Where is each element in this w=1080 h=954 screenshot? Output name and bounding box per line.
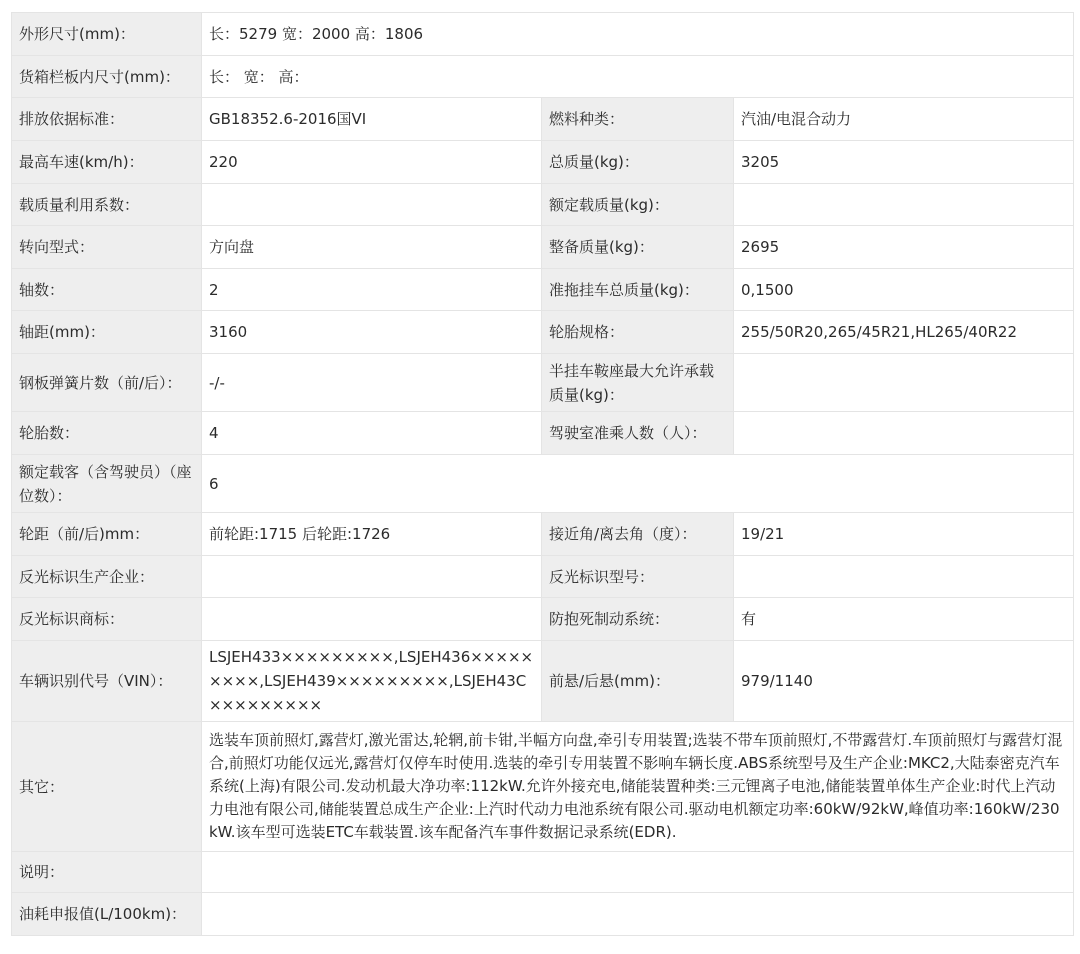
value-saddle-load-mass xyxy=(734,354,1074,412)
table-row xyxy=(12,98,1074,141)
table-row xyxy=(12,641,1074,722)
label-reflector-manufacturer: 反光标识生产企业： xyxy=(12,556,202,598)
label-max-speed: 最高车速(km/h)： xyxy=(12,141,202,184)
label-emission-standard: 排放依据标准： xyxy=(12,98,202,141)
label-fuel-type: 燃料种类： xyxy=(542,98,734,141)
label-gross-mass: 总质量(kg)： xyxy=(542,141,734,184)
label-vin: 车辆识别代号（VIN）： xyxy=(12,641,202,722)
value-emission-standard: GB18352.6-2016国VI xyxy=(202,98,542,141)
value-overhang: 979/1140 xyxy=(734,641,1074,722)
label-other: 其它： xyxy=(12,722,202,852)
label-fuel-consumption: 油耗申报值(L/100km)： xyxy=(12,893,202,936)
label-trailer-mass: 准拖挂车总质量(kg)： xyxy=(542,269,734,311)
label-saddle-load-mass: 半挂车鞍座最大允许承载质量(kg)： xyxy=(542,354,734,412)
label-cargo-box-dimensions: 货箱栏板内尺寸(mm)： xyxy=(12,56,202,98)
label-leaf-spring-count: 钢板弹簧片数（前/后）： xyxy=(12,354,202,412)
label-tire-count: 轮胎数： xyxy=(12,412,202,455)
table-row xyxy=(12,269,1074,311)
table-row xyxy=(12,13,1074,56)
label-overhang: 前悬/后悬(mm)： xyxy=(542,641,734,722)
label-rated-passengers: 额定载客（含驾驶员）（座位数）： xyxy=(12,455,202,513)
label-curb-mass: 整备质量(kg)： xyxy=(542,226,734,269)
label-axle-count: 轴数： xyxy=(12,269,202,311)
table-row xyxy=(12,556,1074,598)
value-rated-load-mass xyxy=(734,184,1074,226)
table-row xyxy=(12,354,1074,412)
value-fuel-type: 汽油/电混合动力 xyxy=(734,98,1074,141)
table-row xyxy=(12,311,1074,354)
value-track-width: 前轮距:1715 后轮距:1726 xyxy=(202,513,542,556)
table-row xyxy=(12,184,1074,226)
value-rated-passengers: 6 xyxy=(202,455,1074,513)
value-reflector-manufacturer xyxy=(202,556,542,598)
table-row xyxy=(12,893,1074,936)
table-row xyxy=(12,852,1074,893)
table-row xyxy=(12,513,1074,556)
value-trailer-mass: 0,1500 xyxy=(734,269,1074,311)
value-cargo-box-dimensions: 长： 宽： 高： xyxy=(202,56,1074,98)
label-reflector-model: 反光标识型号： xyxy=(542,556,734,598)
label-tire-spec: 轮胎规格： xyxy=(542,311,734,354)
table-row xyxy=(12,141,1074,184)
value-other: 选装车顶前照灯,露营灯,激光雷达,轮辋,前卡钳,半幅方向盘,牵引专用装置;选装不带车顶前照灯,不带露营灯.车顶前照灯与露营灯混合,前照灯功能仅远光,露营灯仅停车时使用.选装的牵引专用装置不影响车辆长度.ABS系统型号及生产企业:MKC2,大陆泰密克汽车系统(上海)有限公司.发动机最大净功率:112kW.允许外接充电,储能装置种类:三元锂离子电池,储能装置单体生产企业:时代上汽动力电池有限公司,储能装置总成生产企业:上汽时代动力电池系统有限公司.驱动电机额定功率:60kW/92kW,峰值功率:160kW/230kW.该车型可选装ETC车载装置.该车配备汽车事件数据记录系统(EDR). xyxy=(202,722,1074,852)
value-tire-spec: 255/50R20,265/45R21,HL265/40R22 xyxy=(734,311,1074,354)
label-rated-load-mass: 额定载质量(kg)： xyxy=(542,184,734,226)
table-row xyxy=(12,412,1074,455)
label-track-width: 轮距（前/后)mm： xyxy=(12,513,202,556)
label-abs: 防抱死制动系统： xyxy=(542,598,734,641)
value-steering-type: 方向盘 xyxy=(202,226,542,269)
label-approach-departure-angle: 接近角/离去角（度）： xyxy=(542,513,734,556)
value-approach-departure-angle: 19/21 xyxy=(734,513,1074,556)
label-wheelbase: 轴距(mm)： xyxy=(12,311,202,354)
value-load-utilization xyxy=(202,184,542,226)
value-max-speed: 220 xyxy=(202,141,542,184)
value-axle-count: 2 xyxy=(202,269,542,311)
label-steering-type: 转向型式： xyxy=(12,226,202,269)
value-fuel-consumption xyxy=(202,893,1074,936)
label-notes: 说明： xyxy=(12,852,202,893)
value-dimensions: 长：5279 宽：2000 高：1806 xyxy=(202,13,1074,56)
table-row xyxy=(12,455,1074,513)
label-load-utilization: 载质量利用系数： xyxy=(12,184,202,226)
value-abs: 有 xyxy=(734,598,1074,641)
table-row xyxy=(12,226,1074,269)
value-reflector-model xyxy=(734,556,1074,598)
value-gross-mass: 3205 xyxy=(734,141,1074,184)
value-curb-mass: 2695 xyxy=(734,226,1074,269)
table-row xyxy=(12,56,1074,98)
table-row xyxy=(12,722,1074,852)
value-vin: LSJEH433×××××××××,LSJEH436×××××××××,LSJEH439×××××××××,LSJEH43C××××××××× xyxy=(202,641,542,722)
value-reflector-brand xyxy=(202,598,542,641)
label-cab-capacity: 驾驶室准乘人数（人）： xyxy=(542,412,734,455)
value-cab-capacity xyxy=(734,412,1074,455)
value-wheelbase: 3160 xyxy=(202,311,542,354)
table-row xyxy=(12,598,1074,641)
value-tire-count: 4 xyxy=(202,412,542,455)
label-reflector-brand: 反光标识商标： xyxy=(12,598,202,641)
label-dimensions: 外形尺寸(mm)： xyxy=(12,13,202,56)
vehicle-spec-table xyxy=(11,12,1074,936)
value-leaf-spring-count: -/- xyxy=(202,354,542,412)
value-notes xyxy=(202,852,1074,893)
